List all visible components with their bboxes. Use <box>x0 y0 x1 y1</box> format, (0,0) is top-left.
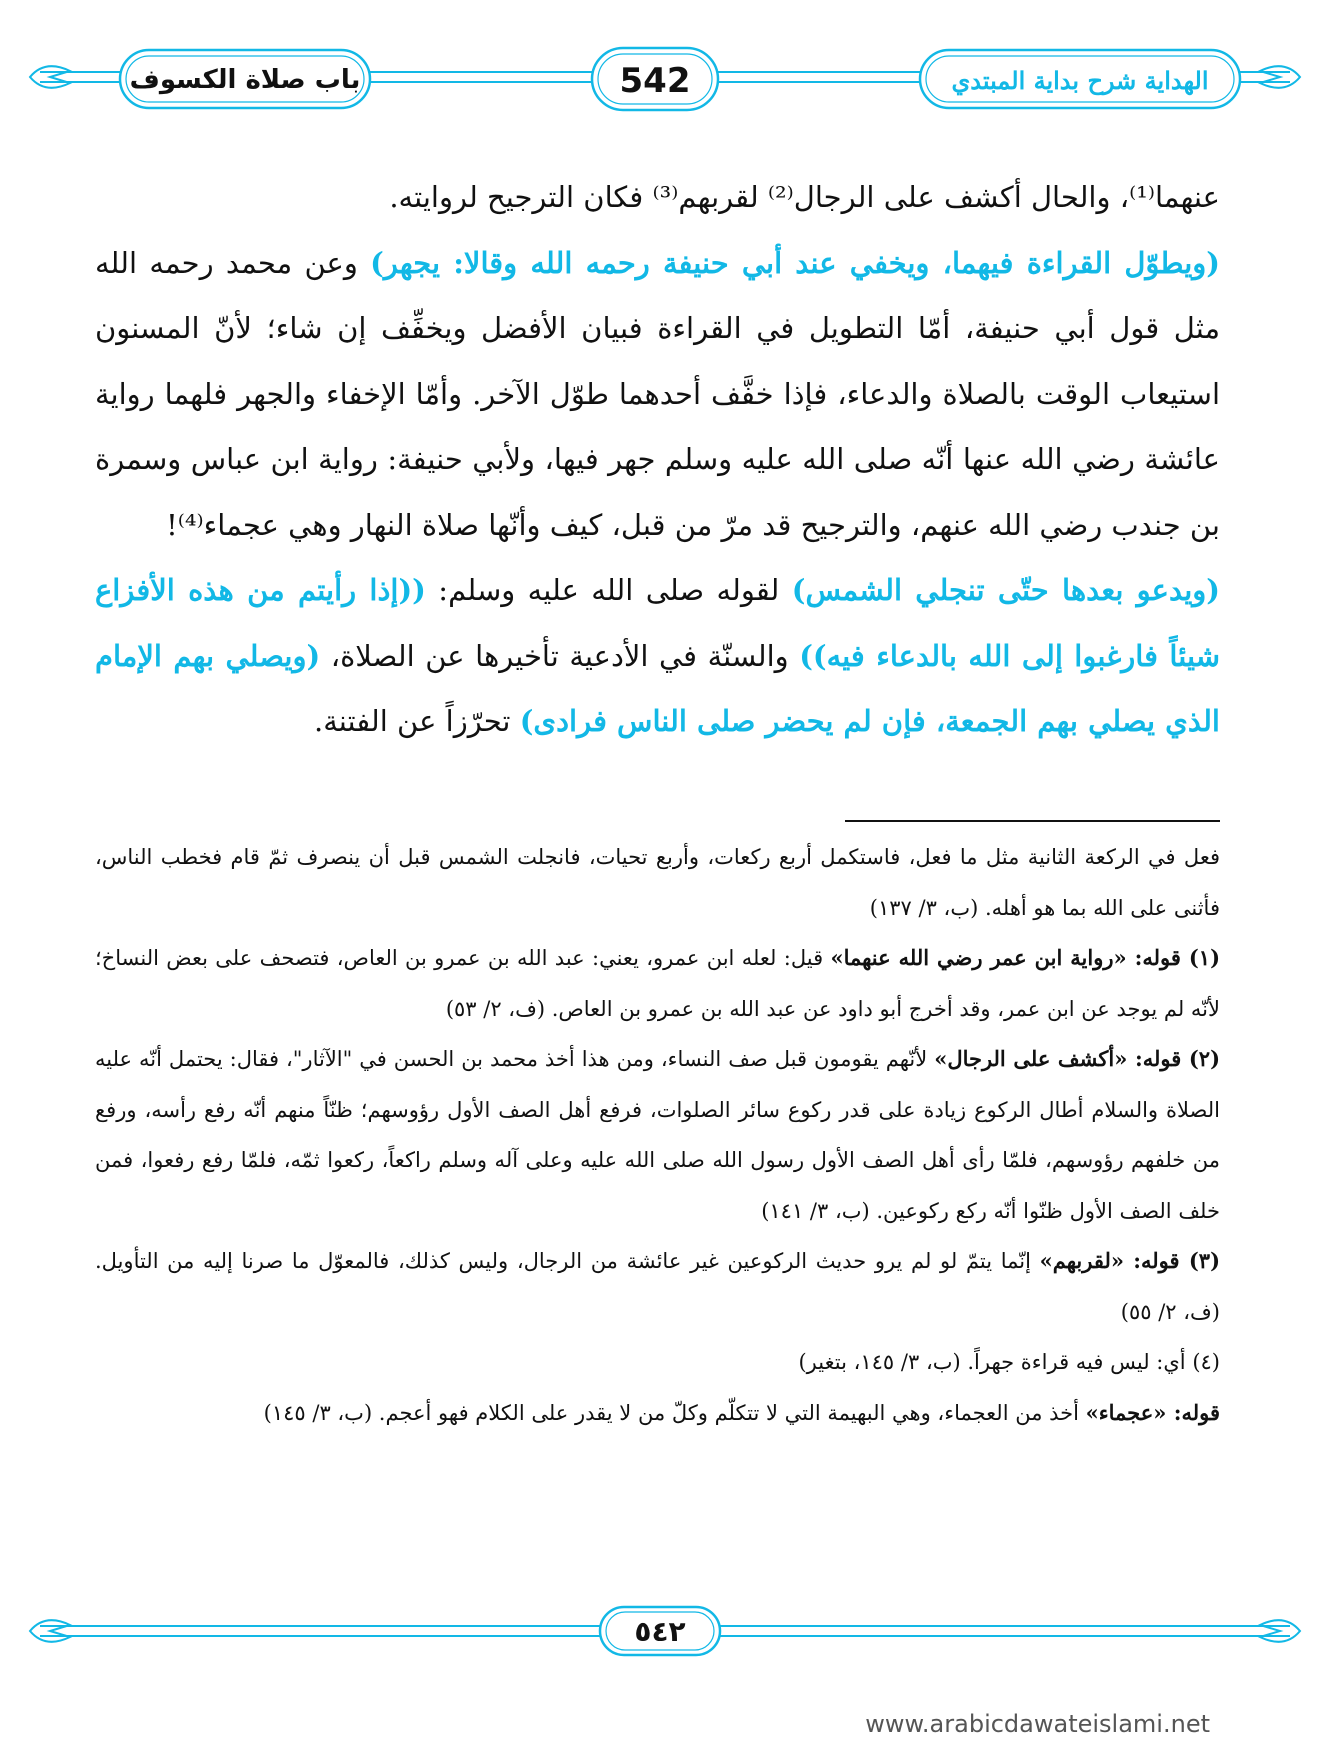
footnote-text: (٤) أي: ليس فيه قراءة جهراً. (ب، ٣/ ١٤٥، بتغير) <box>798 1350 1220 1374</box>
footnote-label: قوله: «رواية ابن عمر رضي الله عنهما» <box>830 945 1181 970</box>
chapter-title: باب صلاة الكسوف <box>129 65 361 95</box>
matn-text: (ويطوّل القراءة فيهما، ويخفي عند أبي حنيفة رحمه الله وقالا: يجهر) <box>370 245 1220 280</box>
main-paragraph-1 <box>95 165 1220 231</box>
sharh-text: والسنّة في الأدعية تأخيرها عن الصلاة، <box>320 638 800 673</box>
sharh-text: تحرّزاً عن الفتنة. <box>313 704 520 738</box>
footnote-3 <box>95 1236 1220 1337</box>
page-header <box>0 0 1320 140</box>
book-title: الهداية شرح بداية المبتدي <box>951 65 1209 95</box>
footnote-number: (١) <box>1180 945 1221 970</box>
page-number-header: 542 <box>619 61 691 101</box>
footnote-text: فعل في الركعة الثانية مثل ما فعل، فاستكمل أربع ركعات، وأربع تحيات، فانجلت الشمس قبل أن ينصرف ثمّ قام فخطب الناس، فأثنى على الله بما هو أهله. (ب، ٣/ ١٣٧) <box>95 845 1220 920</box>
footnote-text: قيل: لعله ابن عمرو، يعني: عبد الله بن عمرو بن العاص، فتصحف على بعض النساخ؛ لأنّه لم يوجد عن ابن عمر، وقد أخرج أبو داود عن عبد الله بن عمرو بن العاص. (ف، ٢/ ٥٣) <box>95 946 1220 1021</box>
main-text <box>95 165 1220 755</box>
page-number-footer: ٥٤٢ <box>634 1614 686 1648</box>
footnote-text: إنّما يتمّ لو لم يرو حديث الركوعين غير عائشة من الرجال، وليس كذلك، فالمعوّل ما صرنا إليه من التأويل. (ف، ٢/ ٥٥) <box>95 1249 1220 1324</box>
matn-text: (ويدعو بعدها حتّى تنجلي الشمس) <box>791 573 1220 607</box>
matn-text: (ويصلي بهم الإمام الذي يصلي بهم الجمعة، فإن لم يحضر صلى الناس فرادى) <box>95 638 1220 738</box>
footnote-text: لأنّهم يقومون قبل صف النساء، ومن هذا أخذ محمد بن الحسن في "الآثار"، فقال: يحتمل أنّه عليه الصلاة والسلام أطال الركوع زيادة على قدر ركوع سائر الصلوات، فرفع أهل الصف الأول رؤوسهم؛ ظنّاً منهم أنّه رفع رأسه، ورفع من خلفهم رؤوسهم، فلمّا رأى أهل الصف الأول رسول الله صلى الله عليه وعلى آله وسلم راكعاً، ركعوا ثمّه، فلمّا رفع رفعوا، فمن خلف الصف الأول ظنّوا أنّه ركع ركوعين. (ب، ٣/ ١٤١) <box>95 1047 1220 1223</box>
footnote-continuation <box>95 832 1220 933</box>
website-url: www.arabicdawateislami.net <box>865 1710 1210 1738</box>
footnote-label: قوله: «أكشف على الرجال» <box>934 1046 1182 1071</box>
main-paragraph-3 <box>95 558 1220 755</box>
footnote-number: (٢) <box>1181 1046 1220 1071</box>
page-footer <box>0 1595 1320 1675</box>
main-p1-text: عنهما⁽¹⁾، والحال أكشف على الرجال⁽²⁾ لقربهم⁽³⁾ فكان الترجيح لروايته. <box>389 180 1220 214</box>
footnote-5 <box>95 1388 1220 1439</box>
footnote-number: (٣) <box>1179 1248 1220 1273</box>
footnote-4 <box>95 1337 1220 1388</box>
footnote-1 <box>95 933 1220 1034</box>
footnotes <box>95 832 1220 1438</box>
footnote-text: أخذ من العجماء، وهي البهيمة التي لا تتكلّم وكلّ من لا يقدر على الكلام فهو أعجم. (ب، ٣/ ١٤٥) <box>263 1400 1086 1425</box>
hadith-text: ((إذا رأيتم من هذه الأفزاع شيئاً فارغبوا إلى الله بالدعاء فيه)) <box>95 573 1220 673</box>
sharh-text: لقوله صلى الله عليه وسلم: <box>425 573 792 607</box>
footnote-label: قوله: «عجماء» <box>1085 1399 1220 1425</box>
footnote-2 <box>95 1034 1220 1236</box>
main-paragraph-2 <box>95 231 1220 559</box>
sharh-text: وعن محمد رحمه الله مثل قول أبي حنيفة، أمّا التطويل في القراءة فبيان الأفضل ويخفِّف إن شاء؛ لأنّ المسنون استيعاب الوقت بالصلاة والدعاء، فإذا خفَّف أحدهما طوّل الآخر. وأمّا الإخفاء والجهر فلهما رواية عائشة رضي الله عنها أنّه صلى الله عليه وسلم جهر فيها، ولأبي حنيفة: رواية ابن عباس وسمرة بن جندب رضي الله عنهم، والترجيح قد مرّ من قبل، كيف وأنّها صلاة النهار وهي عجماء⁽⁴⁾! <box>95 245 1221 542</box>
footnote-label: قوله: «لقربهم» <box>1039 1248 1180 1273</box>
footnote-separator <box>845 820 1220 822</box>
